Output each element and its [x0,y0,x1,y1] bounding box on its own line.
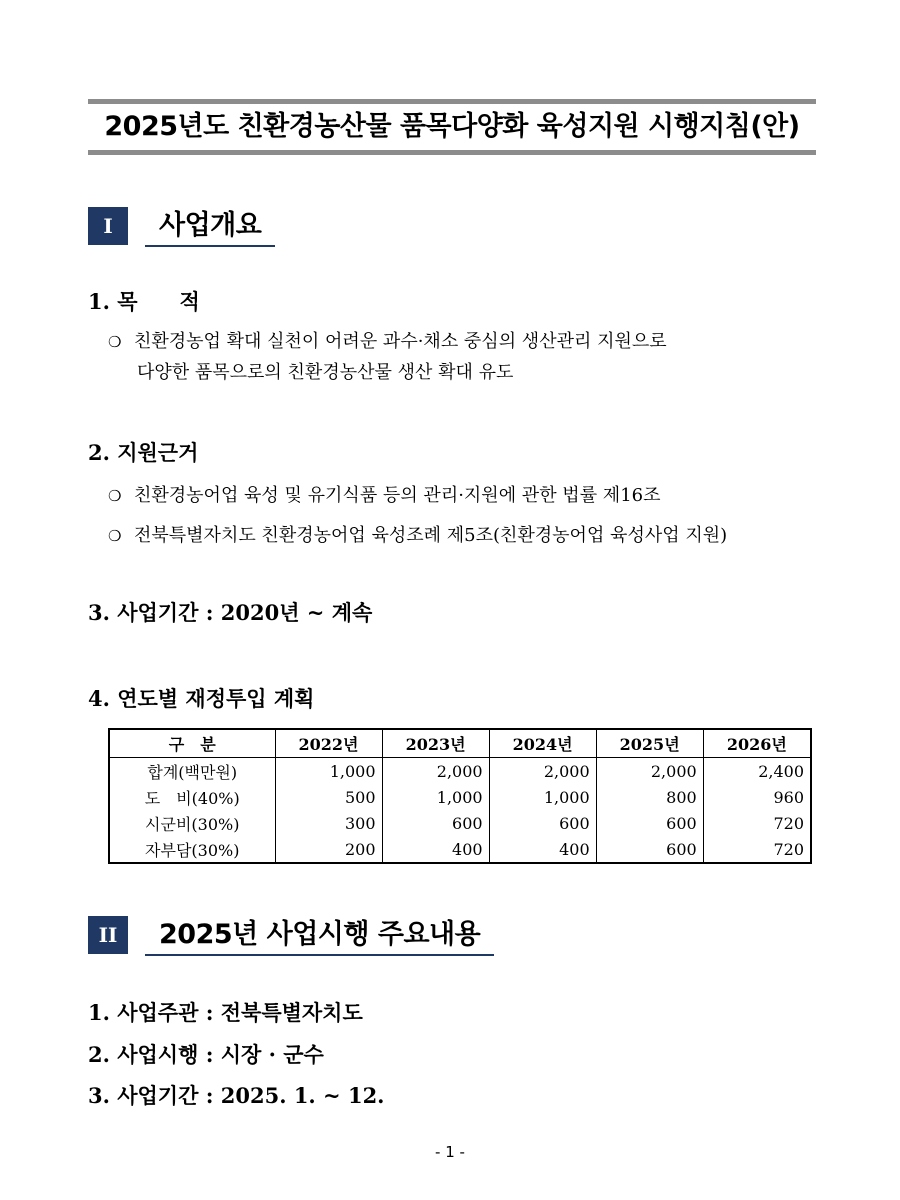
table-cell: 720 [703,810,811,836]
table-row [109,784,811,810]
table-cell: 2,000 [489,758,596,785]
table-row [109,810,811,836]
basis-item-2-text: 전북특별자치도 친환경농어업 육성조례 제5조(친환경농어업 육성사업 지원) [134,525,728,546]
table-cell: 2,000 [382,758,489,785]
table-cell: 200 [275,836,382,863]
table-cell: 2,400 [703,758,811,785]
table-cell: 400 [489,836,596,863]
table-cell: 1,000 [275,758,382,785]
section-2-title: 2025년 사업시행 주요내용 [145,916,494,956]
row-label: 합계(백만원) [109,758,275,785]
table-cell: 1,000 [382,784,489,810]
basis-item-2 [108,521,727,547]
bullet-circle-icon: ❍ [108,527,122,545]
table-cell: 600 [596,810,703,836]
basis-item-1-text: 친환경농어업 육성 및 유기식품 등의 관리·지원에 관한 법률 제16조 [134,485,661,506]
column-header: 2026년 [703,729,811,758]
purpose-heading: 1. 목 적 [88,289,200,314]
row-label: 도 비(40%) [109,784,275,810]
section-2-item-1: 1. 사업주관 : 전북특별자치도 [88,1000,363,1025]
budget-table-header-row [109,729,811,758]
basis-heading: 2. 지원근거 [88,440,199,465]
bullet-circle-icon: ❍ [108,333,122,351]
purpose-line-2: 다양한 품목으로의 친환경농산물 생산 확대 유도 [137,362,514,383]
purpose-bullet [108,327,667,353]
page-number: - 1 - [435,1143,465,1161]
budget-table [108,728,812,864]
basis-item-1 [108,481,661,507]
document-title: 2025년도 친환경농산물 품목다양화 육성지원 시행지침(안) [104,111,800,142]
section-1-number: I [88,207,128,245]
column-header: 2022년 [275,729,382,758]
table-cell: 720 [703,836,811,863]
table-cell: 2,000 [596,758,703,785]
row-label: 자부담(30%) [109,836,275,863]
period-heading: 3. 사업기간 : 2020년 ~ 계속 [88,600,373,625]
column-header: 2023년 [382,729,489,758]
table-row [109,758,811,785]
column-header: 2025년 [596,729,703,758]
table-cell: 600 [489,810,596,836]
section-2-item-3: 3. 사업기간 : 2025. 1. ~ 12. [88,1083,385,1108]
table-cell: 400 [382,836,489,863]
column-header: 2024년 [489,729,596,758]
table-cell: 600 [382,810,489,836]
table-row [109,836,811,863]
document-title-box [88,99,816,155]
section-2-header [88,916,538,958]
column-header: 구 분 [109,729,275,758]
row-label: 시군비(30%) [109,810,275,836]
section-1-title: 사업개요 [145,207,275,247]
table-cell: 300 [275,810,382,836]
section-2-number: II [88,916,128,954]
table-cell: 800 [596,784,703,810]
table-cell: 600 [596,836,703,863]
bullet-circle-icon: ❍ [108,487,122,505]
table-cell: 500 [275,784,382,810]
table-cell: 960 [703,784,811,810]
budget-heading: 4. 연도별 재정투입 계획 [88,686,315,711]
title-top-rule [88,99,816,104]
section-2-item-2: 2. 사업시행 : 시장 · 군수 [88,1042,324,1067]
table-cell: 1,000 [489,784,596,810]
purpose-line-1: 친환경농업 확대 실천이 어려운 과수·채소 중심의 생산관리 지원으로 [134,331,667,352]
section-1-header [88,207,288,249]
title-bottom-rule [88,150,816,155]
